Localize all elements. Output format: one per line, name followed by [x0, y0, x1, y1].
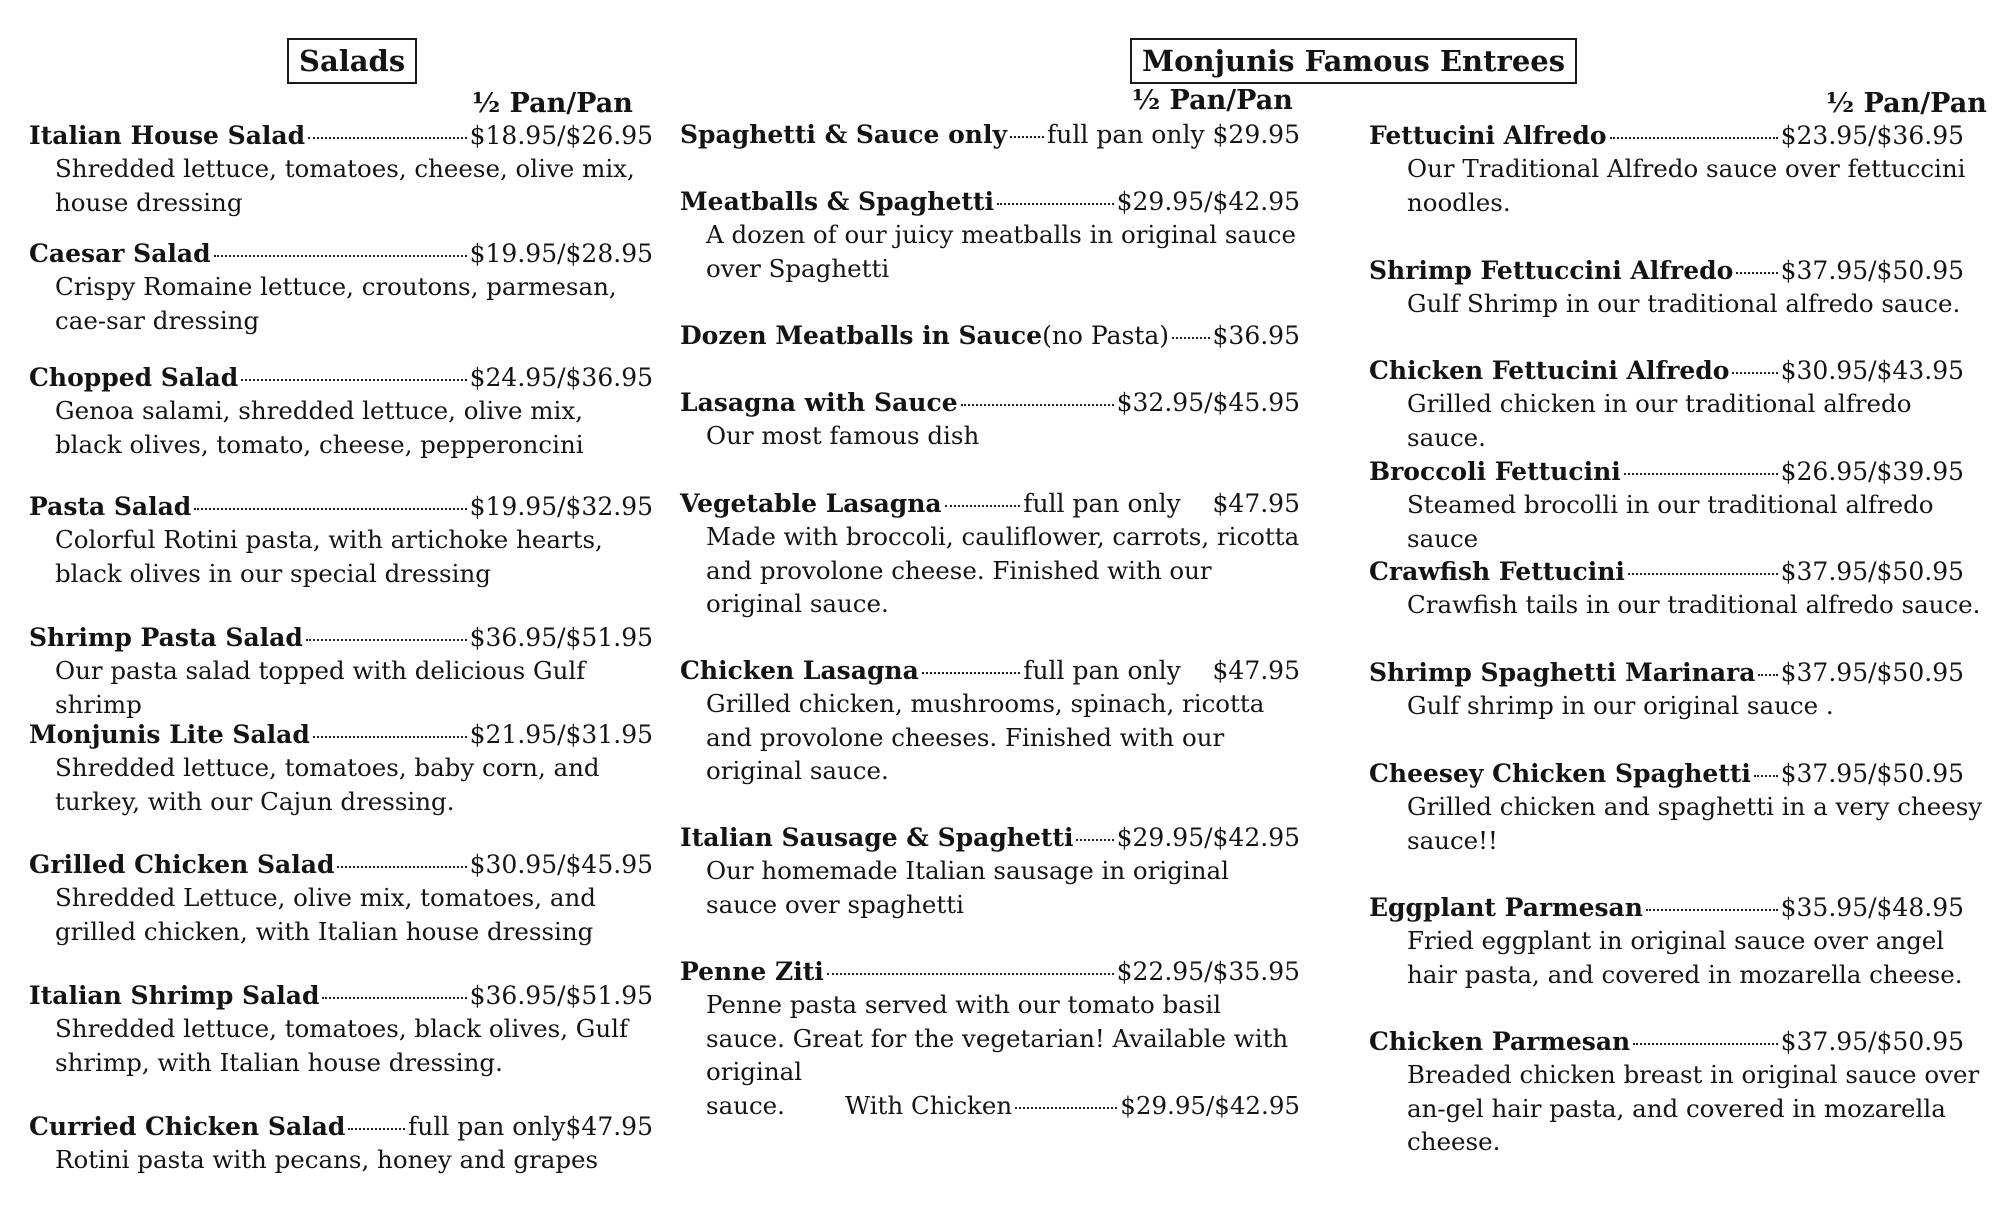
- item-name: Pasta Salad: [29, 492, 192, 521]
- leader-dots: [1633, 1043, 1777, 1045]
- middle-pan-header: ½ Pan/Pan: [1132, 85, 1293, 116]
- item-description-end: sauce.: [706, 1090, 785, 1120]
- item-name: Lasagna with Sauce: [680, 388, 958, 417]
- item-name: Meatballs & Spaghetti: [680, 187, 994, 216]
- item-description: Grilled chicken, mushrooms, spinach, ricotta and provolone cheeses. Finished with our original sauce.: [706, 689, 1265, 785]
- leader-dots: [997, 203, 1114, 205]
- leader-dots: [1732, 372, 1777, 374]
- item-description: Shredded Lettuce, olive mix, tomatoes, and grilled chicken, with Italian house dressing: [55, 883, 596, 946]
- menu-item: [1369, 119, 1989, 219]
- leader-dots: [945, 505, 1021, 507]
- item-description: A dozen of our juicy meatballs in original sauce over Spaghetti: [706, 220, 1296, 283]
- leader-dots: [1172, 337, 1209, 339]
- item-price: $19.95/$32.95: [469, 492, 653, 521]
- item-name: Penne Ziti: [680, 957, 824, 986]
- salads-pan-header: ½ Pan/Pan: [472, 88, 633, 119]
- menu-item: [29, 621, 653, 721]
- item-price: $30.95/$43.95: [1780, 356, 1964, 385]
- leader-dots: [337, 866, 466, 868]
- item-name: Shrimp Fettuccini Alfredo: [1369, 256, 1734, 285]
- item-name: Eggplant Parmesan: [1369, 893, 1643, 922]
- item-description: Gulf shrimp in our original sauce .: [1407, 691, 1834, 720]
- item-price: $35.95/$48.95: [1780, 893, 1964, 922]
- item-description: Our Traditional Alfredo sauce over fettuccini noodles.: [1407, 154, 1966, 217]
- leader-dots: [922, 672, 1020, 674]
- item-description: Grilled chicken in our traditional alfredo sauce.: [1407, 389, 1912, 452]
- menu-item: [29, 718, 653, 818]
- item-price: $19.95/$28.95: [469, 239, 653, 268]
- leader-dots: [1736, 272, 1777, 274]
- menu-item: [1369, 656, 1989, 723]
- leader-dots: [322, 997, 466, 999]
- with-chicken-price: $29.95/$42.95: [1120, 1090, 1300, 1120]
- leader-dots: [308, 137, 467, 139]
- item-name: Chicken Fettucini Alfredo: [1369, 356, 1730, 385]
- menu-item: [680, 118, 1300, 151]
- item-name: Chicken Lasagna: [680, 656, 919, 685]
- item-name: Cheesey Chicken Spaghetti: [1369, 759, 1751, 788]
- item-price: full pan only $29.95: [1047, 120, 1300, 149]
- item-description: Rotini pasta with pecans, honey and grapes: [55, 1145, 599, 1174]
- leader-dots: [1758, 674, 1777, 676]
- item-name: Italian Sausage & Spaghetti: [680, 823, 1074, 852]
- leader-dots: [1646, 909, 1778, 911]
- menu-item: [680, 487, 1300, 621]
- item-description: Fried eggplant in original sauce over angel hair pasta, and covered in mozarella cheese.: [1407, 926, 1963, 989]
- menu-item: [29, 848, 653, 948]
- item-description: Colorful Rotini pasta, with artichoke hearts, black olives in our special dressing: [55, 525, 603, 588]
- leader-dots: [1610, 137, 1778, 139]
- item-price: $26.95/$39.95: [1780, 457, 1964, 486]
- item-price: $36.95: [1212, 321, 1300, 350]
- menu-item: [29, 119, 653, 219]
- menu-item: [1369, 757, 1989, 857]
- item-description: Steamed brocolli in our traditional alfredo sauce: [1407, 490, 1934, 553]
- item-name-suffix: (no Pasta): [1042, 321, 1170, 350]
- item-price: $30.95/$45.95: [469, 850, 653, 879]
- item-name: Shrimp Pasta Salad: [29, 623, 303, 652]
- item-price: $22.95/$35.95: [1116, 957, 1300, 986]
- leader-dots: [827, 973, 1114, 975]
- item-description: Grilled chicken and spaghetti in a very cheesy sauce!!: [1407, 792, 1983, 855]
- leader-dots: [194, 508, 466, 510]
- menu-item: [680, 821, 1300, 921]
- leader-dots: [313, 736, 467, 738]
- leader-dots: [214, 255, 467, 257]
- item-price: full pan only $47.95: [1023, 656, 1300, 685]
- entrees-title: Monjunis Famous Entrees: [1130, 38, 1577, 84]
- menu-item: [1369, 254, 1989, 321]
- item-name: Spaghetti & Sauce only: [680, 120, 1008, 149]
- item-name: Monjunis Lite Salad: [29, 720, 310, 749]
- item-name: Dozen Meatballs in Sauce: [680, 321, 1043, 350]
- with-chicken-label: With Chicken: [844, 1090, 1013, 1120]
- item-name: Vegetable Lasagna: [680, 489, 942, 518]
- item-description: Genoa salami, shredded lettuce, olive mix, black olives, tomato, cheese, pepperoncini: [55, 396, 584, 459]
- item-price: $36.95/$51.95: [469, 623, 653, 652]
- item-price: $21.95/$31.95: [469, 720, 653, 749]
- menu-item: [680, 654, 1300, 788]
- leader-dots: [1076, 839, 1113, 841]
- item-price: full pan only$47.95: [408, 1112, 653, 1141]
- item-name: Broccoli Fettucini: [1369, 457, 1621, 486]
- item-description: Crispy Romaine lettuce, croutons, parmesan, cae-sar dressing: [55, 272, 617, 335]
- item-price: $37.95/$50.95: [1780, 1027, 1964, 1056]
- item-name: Crawfish Fettucini: [1369, 557, 1625, 586]
- item-price: $37.95/$50.95: [1780, 759, 1964, 788]
- menu-item: [680, 955, 1300, 1122]
- menu-item: [1369, 891, 1989, 991]
- item-name: Grilled Chicken Salad: [29, 850, 335, 879]
- salads-title: Salads: [287, 38, 417, 84]
- menu-item: [1369, 354, 1989, 454]
- item-name: Fettucini Alfredo: [1369, 121, 1607, 150]
- item-name: Italian House Salad: [29, 121, 306, 150]
- item-price: full pan only $47.95: [1023, 489, 1300, 518]
- item-name: Chicken Parmesan: [1369, 1027, 1631, 1056]
- item-name: Chopped Salad: [29, 363, 239, 392]
- item-price: $29.95/$42.95: [1116, 823, 1300, 852]
- item-price: $37.95/$50.95: [1780, 658, 1964, 687]
- item-description: Our most famous dish: [706, 421, 980, 450]
- leader-dots: [348, 1128, 405, 1130]
- item-description: Gulf Shrimp in our traditional alfredo sauce.: [1407, 289, 1961, 318]
- item-description: Crawfish tails in our traditional alfredo sauce.: [1407, 590, 1981, 619]
- menu-item: [29, 1110, 653, 1177]
- item-price: $36.95/$51.95: [469, 981, 653, 1010]
- menu-item: [29, 237, 653, 337]
- menu-item: [1369, 455, 1989, 555]
- leader-dots: [1010, 136, 1044, 138]
- right-pan-header: ½ Pan/Pan: [1826, 88, 1987, 119]
- leader-dots: [1015, 1107, 1117, 1109]
- item-name: Curried Chicken Salad: [29, 1112, 346, 1141]
- menu-item: [1369, 555, 1989, 622]
- item-description: Penne pasta served with our tomato basil sauce. Great for the vegetarian! Available with original: [706, 990, 1289, 1086]
- item-price: $37.95/$50.95: [1780, 557, 1964, 586]
- item-price: $29.95/$42.95: [1116, 187, 1300, 216]
- item-name: Italian Shrimp Salad: [29, 981, 320, 1010]
- leader-dots: [961, 404, 1114, 406]
- item-name: Shrimp Spaghetti Marinara: [1369, 658, 1756, 687]
- item-description: Our homemade Italian sausage in original sauce over spaghetti: [706, 856, 1229, 919]
- menu-item: [680, 319, 1300, 352]
- menu-item: [680, 185, 1300, 285]
- leader-dots: [241, 379, 466, 381]
- leader-dots: [306, 639, 467, 641]
- item-description: Shredded lettuce, tomatoes, baby corn, and turkey, with our Cajun dressing.: [55, 753, 600, 816]
- item-description: Our pasta salad topped with delicious Gulf shrimp: [55, 656, 586, 719]
- menu-item: [1369, 1025, 1989, 1159]
- item-price: $18.95/$26.95: [469, 121, 653, 150]
- menu-item: [29, 979, 653, 1079]
- item-price: $24.95/$36.95: [469, 363, 653, 392]
- leader-dots: [1624, 473, 1778, 475]
- item-price: $32.95/$45.95: [1116, 388, 1300, 417]
- item-price: $23.95/$36.95: [1780, 121, 1964, 150]
- leader-dots: [1628, 573, 1778, 575]
- menu-item: [29, 361, 653, 461]
- item-description: Shredded lettuce, tomatoes, black olives, Gulf shrimp, with Italian house dressing.: [55, 1014, 629, 1077]
- item-description: Made with broccoli, cauliflower, carrots, ricotta and provolone cheese. Finished with our original sauce.: [706, 522, 1300, 618]
- item-name: Caesar Salad: [29, 239, 211, 268]
- with-chicken-row: [680, 1089, 1300, 1123]
- item-description: Shredded lettuce, tomatoes, cheese, olive mix, house dressing: [55, 154, 635, 217]
- leader-dots: [1754, 775, 1778, 777]
- menu-item: [680, 386, 1300, 453]
- menu-item: [29, 490, 653, 590]
- item-price: $37.95/$50.95: [1780, 256, 1964, 285]
- item-description: Breaded chicken breast in original sauce over an-gel hair pasta, and covered in mozarella cheese.: [1407, 1060, 1980, 1156]
